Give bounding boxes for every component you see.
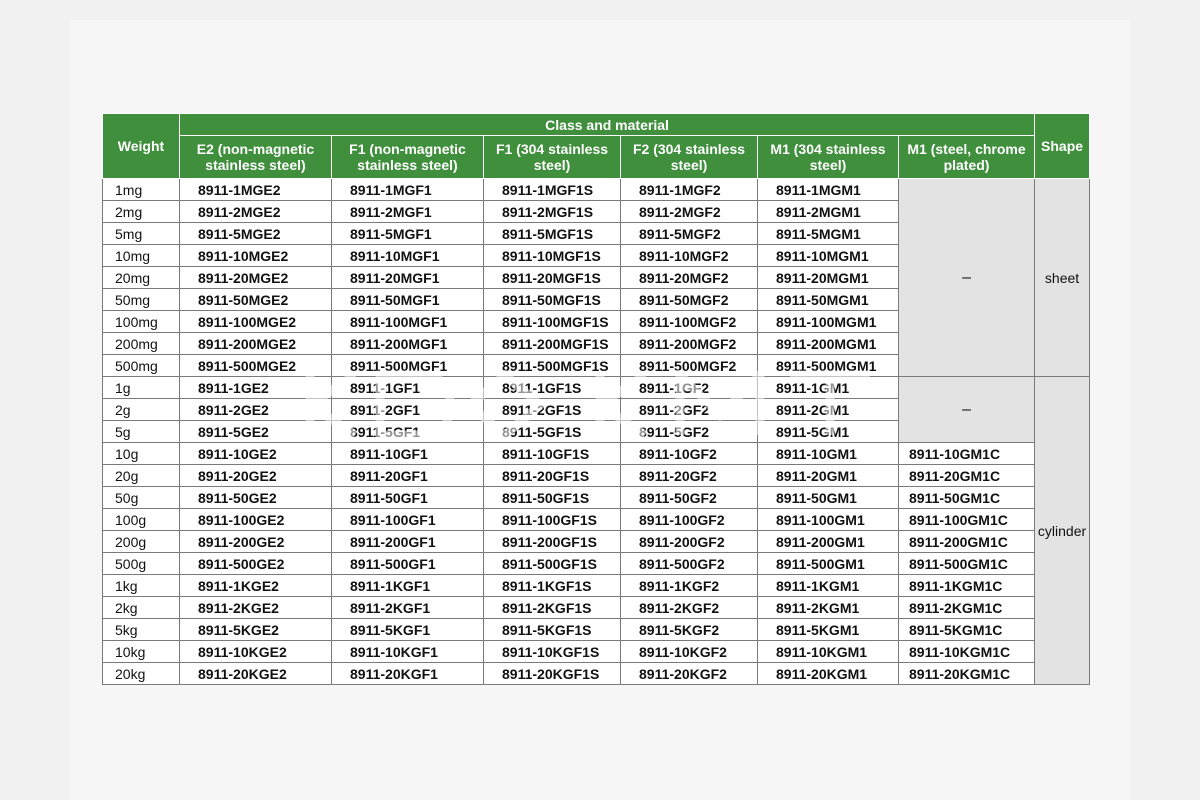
- part-number-cell: 8911-20GF1: [332, 465, 484, 487]
- part-number-cell: 8911-20KGF1S: [484, 663, 621, 685]
- part-number-cell: 8911-100MGE2: [180, 311, 332, 333]
- part-number-cell: 8911-2MGM1: [758, 201, 899, 223]
- part-number-cell: 8911-2KGF1: [332, 597, 484, 619]
- part-number-cell: 8911-10KGF1S: [484, 641, 621, 663]
- part-number-cell: 8911-2KGF1S: [484, 597, 621, 619]
- part-number-cell: 8911-100MGF2: [621, 311, 758, 333]
- part-number-cell: 8911-500GE2: [180, 553, 332, 575]
- weight-cell: 20kg: [103, 663, 180, 685]
- weight-cell: 100g: [103, 509, 180, 531]
- part-number-cell: 8911-50GM1: [758, 487, 899, 509]
- table-row: [103, 377, 1090, 399]
- part-number-cell: 8911-20MGF1S: [484, 267, 621, 289]
- part-number-cell: 8911-20MGF1: [332, 267, 484, 289]
- part-number-cell: 8911-50GM1C: [899, 487, 1035, 509]
- part-number-cell: 8911-10MGF1S: [484, 245, 621, 267]
- part-number-cell: 8911-200MGF1S: [484, 333, 621, 355]
- part-number-cell: 8911-5GF2: [621, 421, 758, 443]
- not-available-cell: –: [899, 377, 1035, 443]
- part-number-cell: 8911-20KGF2: [621, 663, 758, 685]
- header-class-m1-chrome: M1 (steel, chrome plated): [899, 136, 1035, 179]
- part-number-cell: 8911-500MGE2: [180, 355, 332, 377]
- part-number-cell: 8911-1KGF2: [621, 575, 758, 597]
- part-number-cell: 8911-500MGF2: [621, 355, 758, 377]
- part-number-cell: 8911-50MGM1: [758, 289, 899, 311]
- part-number-cell: 8911-10MGM1: [758, 245, 899, 267]
- table-row: [103, 597, 1090, 619]
- part-number-cell: 8911-50MGF1: [332, 289, 484, 311]
- part-number-cell: 8911-5MGE2: [180, 223, 332, 245]
- part-number-cell: 8911-1GM1: [758, 377, 899, 399]
- part-number-cell: 8911-200GF2: [621, 531, 758, 553]
- header-class-m1-304: M1 (304 stainless steel): [758, 136, 899, 179]
- part-number-cell: 8911-5KGE2: [180, 619, 332, 641]
- weight-cell: 5g: [103, 421, 180, 443]
- part-number-cell: 8911-200GE2: [180, 531, 332, 553]
- part-number-cell: 8911-2MGF2: [621, 201, 758, 223]
- part-number-cell: 8911-2GF2: [621, 399, 758, 421]
- part-number-cell: 8911-500GF1S: [484, 553, 621, 575]
- weights-table: [102, 113, 1090, 685]
- part-number-cell: 8911-5KGM1C: [899, 619, 1035, 641]
- part-number-cell: 8911-100GF2: [621, 509, 758, 531]
- part-number-cell: 8911-1MGE2: [180, 179, 332, 201]
- part-number-cell: 8911-50MGF2: [621, 289, 758, 311]
- table-row: [103, 531, 1090, 553]
- table-row: [103, 663, 1090, 685]
- shape-cylinder-cell: cylinder: [1035, 377, 1090, 685]
- part-number-cell: 8911-10KGF1: [332, 641, 484, 663]
- part-number-cell: 8911-100GE2: [180, 509, 332, 531]
- part-number-cell: 8911-5GF1: [332, 421, 484, 443]
- table-row: [103, 553, 1090, 575]
- header-class-f2-304: F2 (304 stainless steel): [621, 136, 758, 179]
- part-number-cell: 8911-5KGM1: [758, 619, 899, 641]
- part-number-cell: 8911-500MGF1: [332, 355, 484, 377]
- part-number-cell: 8911-10GM1: [758, 443, 899, 465]
- part-number-cell: 8911-5MGF2: [621, 223, 758, 245]
- part-number-cell: 8911-2GE2: [180, 399, 332, 421]
- part-number-cell: 8911-2MGF1: [332, 201, 484, 223]
- part-number-cell: 8911-500GM1C: [899, 553, 1035, 575]
- part-number-cell: 8911-1KGM1C: [899, 575, 1035, 597]
- weight-cell: 50g: [103, 487, 180, 509]
- part-number-cell: 8911-100GM1C: [899, 509, 1035, 531]
- part-number-cell: 8911-1MGF1: [332, 179, 484, 201]
- part-number-cell: 8911-20KGF1: [332, 663, 484, 685]
- part-number-cell: 8911-50GF1: [332, 487, 484, 509]
- part-number-cell: 8911-10KGM1: [758, 641, 899, 663]
- part-number-cell: 8911-5KGF1: [332, 619, 484, 641]
- table-row: [103, 509, 1090, 531]
- part-number-cell: 8911-20GF2: [621, 465, 758, 487]
- part-number-cell: 8911-50MGF1S: [484, 289, 621, 311]
- header-weight: Weight: [103, 114, 180, 179]
- part-number-cell: 8911-500GM1: [758, 553, 899, 575]
- part-number-cell: 8911-2GM1: [758, 399, 899, 421]
- part-number-cell: 8911-1MGM1: [758, 179, 899, 201]
- part-number-cell: 8911-100MGM1: [758, 311, 899, 333]
- part-number-cell: 8911-10GF2: [621, 443, 758, 465]
- part-number-cell: 8911-1KGF1S: [484, 575, 621, 597]
- weight-cell: 2mg: [103, 201, 180, 223]
- part-number-cell: 8911-1KGF1: [332, 575, 484, 597]
- part-number-cell: 8911-2GF1: [332, 399, 484, 421]
- weight-cell: 5mg: [103, 223, 180, 245]
- weight-cell: 500g: [103, 553, 180, 575]
- table-row: [103, 443, 1090, 465]
- part-number-cell: 8911-2MGF1S: [484, 201, 621, 223]
- part-number-cell: 8911-50GE2: [180, 487, 332, 509]
- part-number-cell: 8911-5MGF1: [332, 223, 484, 245]
- part-number-cell: 8911-100MGF1S: [484, 311, 621, 333]
- weight-cell: 5kg: [103, 619, 180, 641]
- part-number-cell: 8911-100GF1S: [484, 509, 621, 531]
- part-number-cell: 8911-10GF1: [332, 443, 484, 465]
- weight-cell: 500mg: [103, 355, 180, 377]
- part-number-cell: 8911-1MGF2: [621, 179, 758, 201]
- part-number-cell: 8911-500GF2: [621, 553, 758, 575]
- part-number-cell: 8911-2KGM1: [758, 597, 899, 619]
- part-number-cell: 8911-10GE2: [180, 443, 332, 465]
- part-number-cell: 8911-5GM1: [758, 421, 899, 443]
- header-class-f1-304: F1 (304 stainless steel): [484, 136, 621, 179]
- weight-cell: 1kg: [103, 575, 180, 597]
- weight-cell: 2g: [103, 399, 180, 421]
- part-number-cell: 8911-1MGF1S: [484, 179, 621, 201]
- part-number-cell: 8911-20KGM1C: [899, 663, 1035, 685]
- table-row: [103, 619, 1090, 641]
- part-number-cell: 8911-10KGM1C: [899, 641, 1035, 663]
- part-number-cell: 8911-20KGE2: [180, 663, 332, 685]
- part-number-cell: 8911-200MGF2: [621, 333, 758, 355]
- table-row: [103, 465, 1090, 487]
- part-number-cell: 8911-200GF1S: [484, 531, 621, 553]
- part-number-cell: 8911-200MGE2: [180, 333, 332, 355]
- header-class-material: Class and material: [180, 114, 1035, 136]
- part-number-cell: 8911-200GM1: [758, 531, 899, 553]
- part-number-cell: 8911-2KGE2: [180, 597, 332, 619]
- part-number-cell: 8911-100GM1: [758, 509, 899, 531]
- weight-cell: 100mg: [103, 311, 180, 333]
- part-number-cell: 8911-200GF1: [332, 531, 484, 553]
- part-number-cell: 8911-20GE2: [180, 465, 332, 487]
- part-number-cell: 8911-20GM1C: [899, 465, 1035, 487]
- part-number-cell: 8911-5KGF2: [621, 619, 758, 641]
- weight-cell: 2kg: [103, 597, 180, 619]
- part-number-cell: 8911-5KGF1S: [484, 619, 621, 641]
- header-class-e2: E2 (non-magnetic stainless steel): [180, 136, 332, 179]
- part-number-cell: 8911-1GF2: [621, 377, 758, 399]
- part-number-cell: 8911-1GE2: [180, 377, 332, 399]
- part-number-cell: 8911-2KGM1C: [899, 597, 1035, 619]
- table-body: [103, 179, 1090, 685]
- part-number-cell: 8911-2GF1S: [484, 399, 621, 421]
- part-number-cell: 8911-100MGF1: [332, 311, 484, 333]
- weight-cell: 1mg: [103, 179, 180, 201]
- part-number-cell: 8911-2MGE2: [180, 201, 332, 223]
- part-number-cell: 8911-500MGF1S: [484, 355, 621, 377]
- part-number-cell: 8911-20MGF2: [621, 267, 758, 289]
- not-available-cell: –: [899, 179, 1035, 377]
- part-number-cell: 8911-20MGE2: [180, 267, 332, 289]
- weight-cell: 200mg: [103, 333, 180, 355]
- part-number-cell: 8911-10MGF2: [621, 245, 758, 267]
- table-row: [103, 575, 1090, 597]
- part-number-cell: 8911-1KGM1: [758, 575, 899, 597]
- table-row: [103, 641, 1090, 663]
- table-row: [103, 487, 1090, 509]
- part-number-cell: 8911-10KGE2: [180, 641, 332, 663]
- part-number-cell: 8911-10KGF2: [621, 641, 758, 663]
- header-shape: Shape: [1035, 114, 1090, 179]
- part-number-cell: 8911-2KGF2: [621, 597, 758, 619]
- part-number-cell: 8911-50GF1S: [484, 487, 621, 509]
- table-row: [103, 179, 1090, 201]
- part-number-cell: 8911-100GF1: [332, 509, 484, 531]
- part-number-cell: 8911-5MGM1: [758, 223, 899, 245]
- part-number-cell: 8911-200GM1C: [899, 531, 1035, 553]
- weight-cell: 200g: [103, 531, 180, 553]
- weight-cell: 50mg: [103, 289, 180, 311]
- shape-sheet-cell: sheet: [1035, 179, 1090, 377]
- part-number-cell: 8911-5GE2: [180, 421, 332, 443]
- part-number-cell: 8911-500MGM1: [758, 355, 899, 377]
- part-number-cell: 8911-200MGM1: [758, 333, 899, 355]
- weight-cell: 10kg: [103, 641, 180, 663]
- part-number-cell: 8911-5MGF1S: [484, 223, 621, 245]
- part-number-cell: 8911-5GF1S: [484, 421, 621, 443]
- part-number-cell: 8911-20GF1S: [484, 465, 621, 487]
- part-number-cell: 8911-20MGM1: [758, 267, 899, 289]
- header-class-f1-nonmag: F1 (non-magnetic stainless steel): [332, 136, 484, 179]
- part-number-cell: 8911-1GF1: [332, 377, 484, 399]
- weight-cell: 1g: [103, 377, 180, 399]
- part-number-cell: 8911-1GF1S: [484, 377, 621, 399]
- part-number-cell: 8911-10MGE2: [180, 245, 332, 267]
- weight-cell: 10mg: [103, 245, 180, 267]
- part-number-cell: 8911-20KGM1: [758, 663, 899, 685]
- part-number-cell: 8911-200MGF1: [332, 333, 484, 355]
- weight-cell: 20mg: [103, 267, 180, 289]
- weight-cell: 20g: [103, 465, 180, 487]
- weight-cell: 10g: [103, 443, 180, 465]
- part-number-cell: 8911-10MGF1: [332, 245, 484, 267]
- part-number-cell: 8911-10GM1C: [899, 443, 1035, 465]
- part-number-cell: 8911-500GF1: [332, 553, 484, 575]
- part-number-cell: 8911-50MGE2: [180, 289, 332, 311]
- part-number-cell: 8911-20GM1: [758, 465, 899, 487]
- part-number-cell: 8911-50GF2: [621, 487, 758, 509]
- part-number-cell: 8911-1KGE2: [180, 575, 332, 597]
- part-number-cell: 8911-10GF1S: [484, 443, 621, 465]
